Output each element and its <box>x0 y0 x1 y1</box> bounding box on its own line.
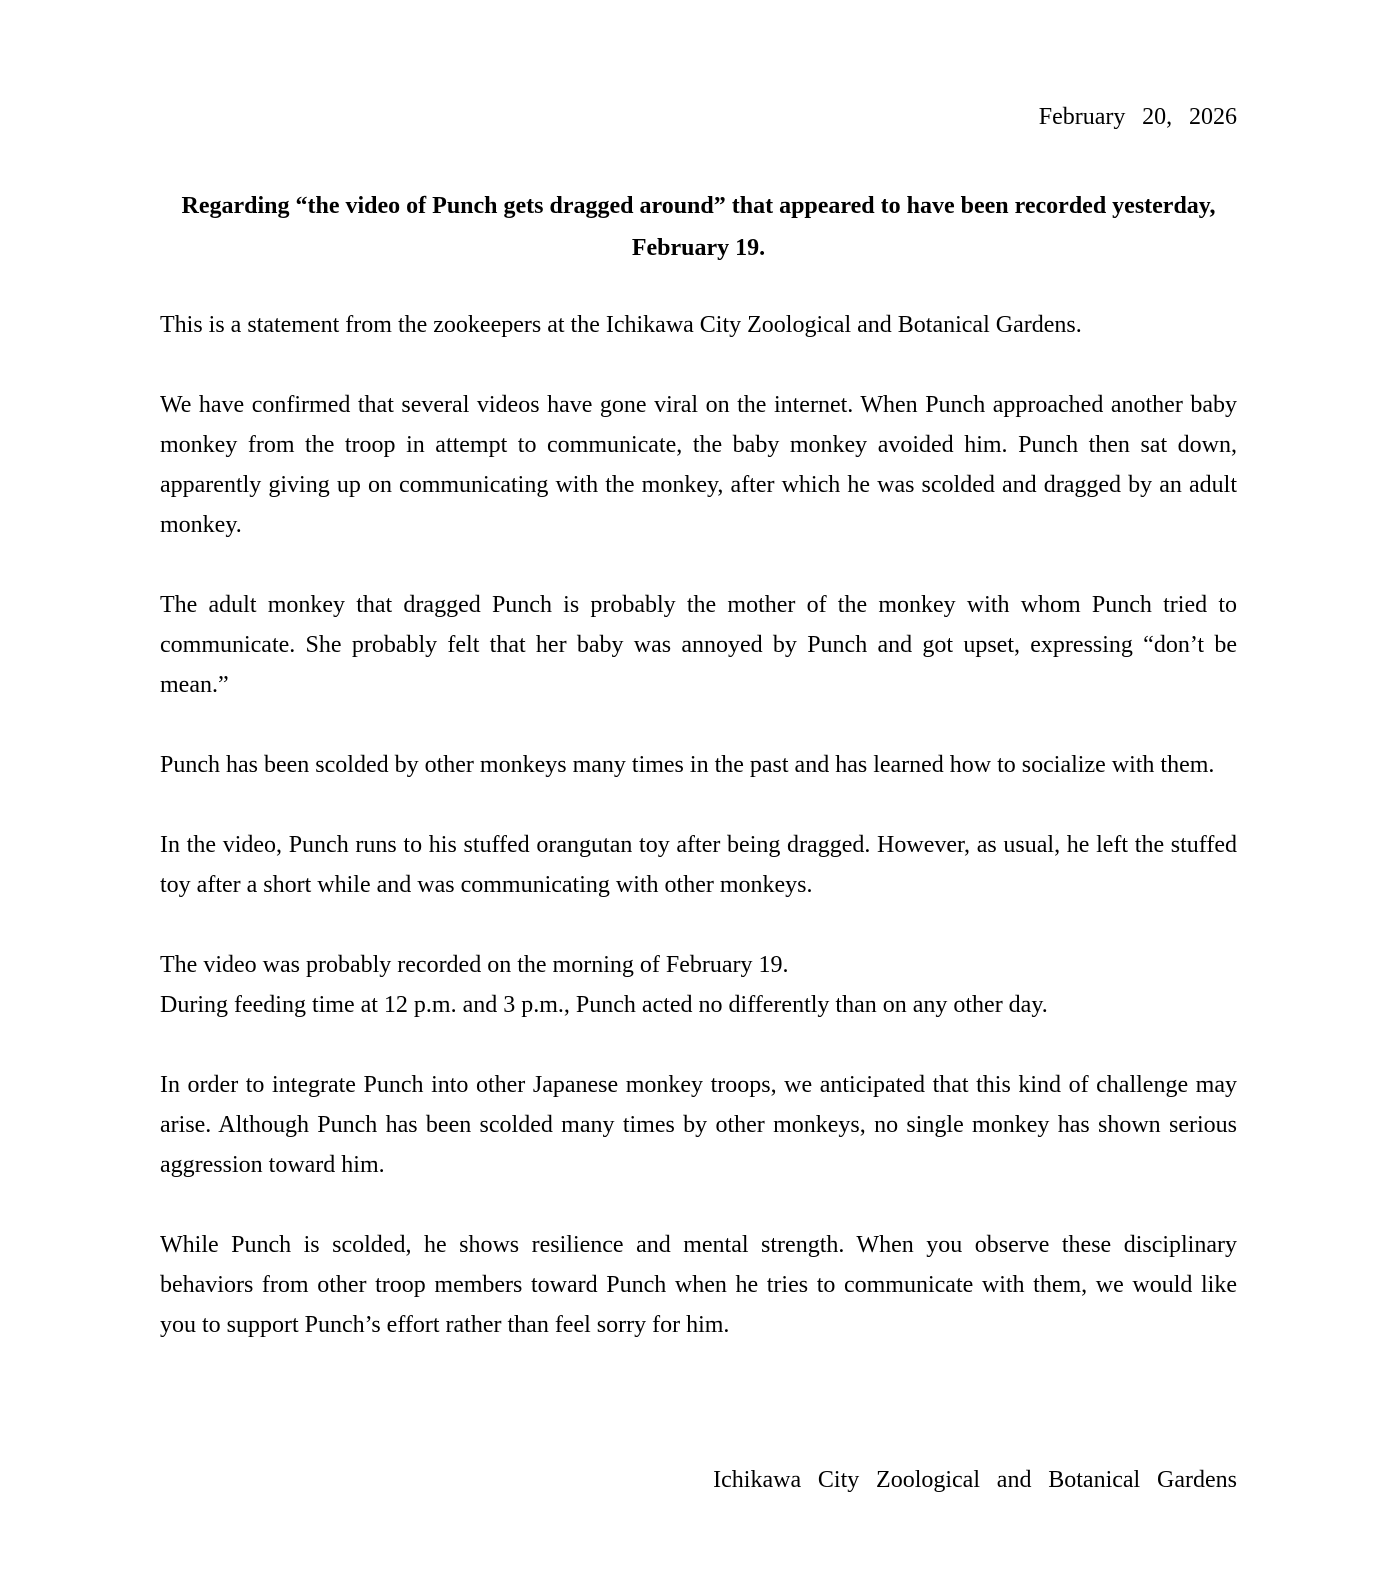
paragraph: This is a statement from the zookeepers at the Ichikawa City Zoological and Botanical Gardens. <box>160 312 1082 338</box>
document-date: February 20, 2026 <box>1038 104 1237 130</box>
document-title: Regarding “the video of Punch gets dragged around” that appeared to have been recorded yesterday, February 19. <box>181 193 1216 261</box>
paragraph: Punch has been scolded by other monkeys many times in the past and has learned how to socialize with them. <box>160 752 1215 778</box>
paragraph: We have confirmed that several videos have gone viral on the internet. When Punch approached another baby monkey from the troop in attempt to communicate, the baby monkey avoided him. Punch then sat down, apparently giving up on communicating with the monkey, after which he was scolded and dragged by an adult monkey. <box>160 392 1237 538</box>
document-body <box>160 305 1237 1345</box>
paragraph: During feeding time at 12 p.m. and 3 p.m., Punch acted no differently than on any other day. <box>160 992 1048 1018</box>
signature: Ichikawa City Zoological and Botanical Gardens <box>713 1467 1237 1493</box>
paragraph: The adult monkey that dragged Punch is probably the mother of the monkey with whom Punch tried to communicate. She probably felt that her baby was annoyed by Punch and got upset, expressing “don’t be mean.” <box>160 592 1237 698</box>
paragraph: In the video, Punch runs to his stuffed orangutan toy after being dragged. However, as usual, he left the stuffed toy after a short while and was communicating with other monkeys. <box>160 832 1237 898</box>
paragraph: The video was probably recorded on the morning of February 19. <box>160 952 789 978</box>
paragraph: While Punch is scolded, he shows resilience and mental strength. When you observe these disciplinary behaviors from other troop members toward Punch when he tries to communicate with them, we would like you to support Punch’s effort rather than feel sorry for him. <box>160 1232 1237 1338</box>
paragraph: In order to integrate Punch into other Japanese monkey troops, we anticipated that this kind of challenge may arise. Although Punch has been scolded many times by other monkeys, no single monkey has shown serious aggression toward him. <box>160 1072 1237 1178</box>
